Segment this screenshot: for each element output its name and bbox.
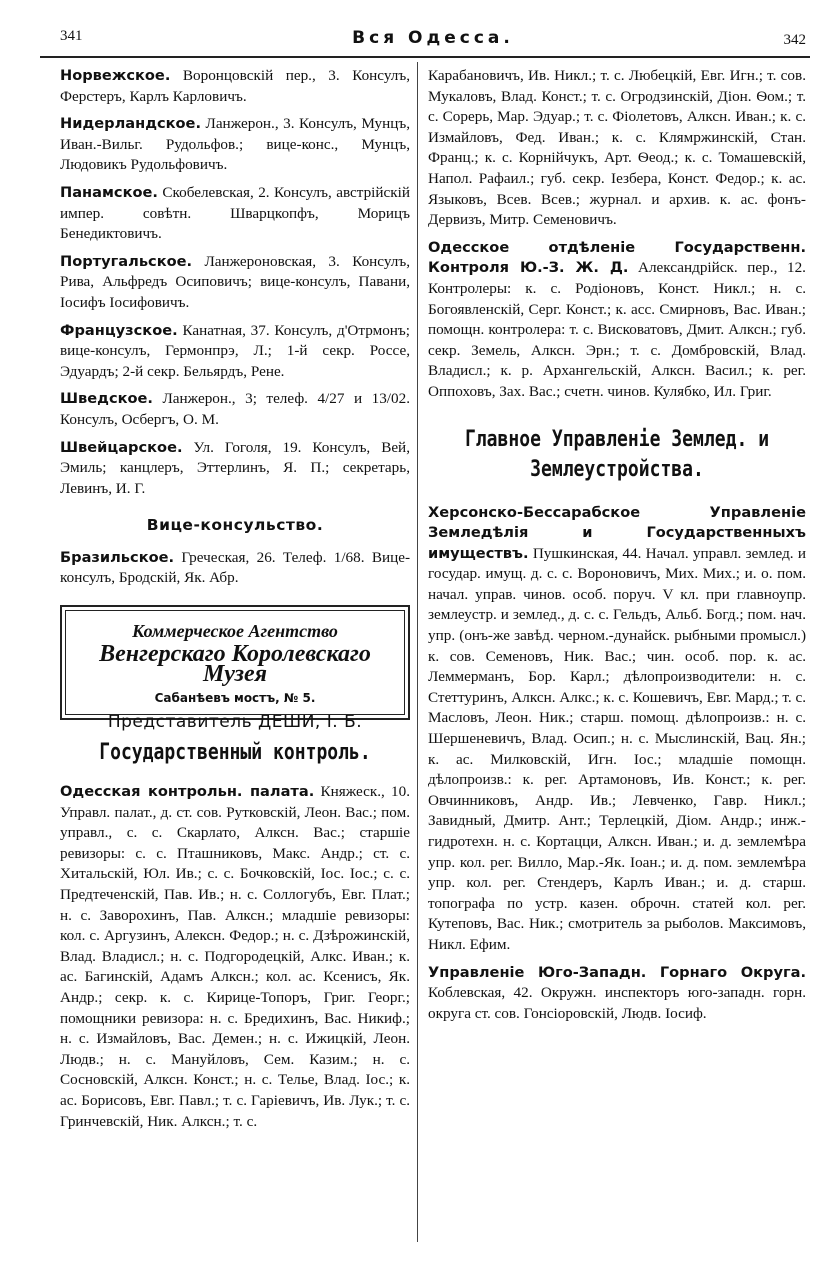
mining-district-entry: Управленіе Юго-Западн. Горнаго Округа. Коблевская, 42. Окружн. инспекторъ юго-западн. горн. округа ст. сов. Гонсіоровскій, Людв. Іосиф.: [428, 963, 806, 1022]
right-column: [428, 66, 806, 1031]
consul-entry: Швейцарское. Ул. Гоголя, 19. Консулъ, Вей, Эмиль; канцлеръ, Эттерлинъ, Я. П.; секретарь, Левинъ, И. Г.: [60, 438, 410, 497]
section-heading-agriculture: Главное Управленіе Землед. и Землеустройства.: [464, 426, 770, 482]
ad-line-museum: Венгерскаго Королевскаго Музея: [99, 640, 371, 688]
kherson-bessarabia-entry: Херсонско-Бессарабское Управленіе Земледѣлія и Государственныхъ имуществъ. Пушкинская, 44. Начал. управл. землед. и государ. имущ. д. с. с. Вороновичъ, Мих. Мих.; и. о. пом. начал. управ. чинов. особ. поруч. V кл. при главноупр. землеустр. и землед., д. с. с. Гельдъ, Альб. Богд.; пом. нач. упр. (онъ-же завѣд. черном.-дунайск. рыбными промысл.) к. сов. Семеновъ, Ник. Вас.; чин. особ. пор. к. ас. Леммерманъ, Бор. Карл.; дѣлопроизводители: н. с. Стеттуринъ, Алксн. Алкс.; к. с. Кошевичъ, Евг. Мард.; т. с. Масловъ, Леон. Ник.; старш. помощ. дѣлопроизв.: н. с. Шершеневичъ, Влад. Осип.; н. с. Мыслинскій, Вац. Ян.; к. ас. Милковскій, Игн. Іос.; младшіе помощн. дѣлопроизв.: к. рег. Артамоновъ, Ив. Конст.; к. рег. Овчинниковъ, Андр. Ив.; Левченко, Гавр. Никл.; Завидный, Дмитр. Ант.; Терлецкій, Діом. Андр.; инж.-гидротехн. н. с. Кортацци, Алксн. Иван.; и. д. землемѣра упр. кол. рег. Вилло, Мар.-Як. Іоан.; и. д. пом. землемѣра упр. кол. рег. Стендеръ, Карлъ Иван.; и. д. старш. топографа по устр. казен. оброчн. статей кол. рег. Кутеповъ, Вас. Ник.; смотритель за рыболов. Максимовъ, Никл. Ефим.: [428, 503, 806, 953]
running-title: Вся Одесса.: [352, 28, 514, 48]
column-divider: [417, 62, 418, 1242]
consul-entry: Шведское. Ланжерон., 3; телеф. 4/27 и 13/02. Консулъ, Осбергъ, О. М.: [60, 390, 410, 428]
page-number-right: 342: [783, 32, 806, 48]
header-rule: [40, 56, 810, 58]
consul-entry: Французское. Канатная, 37. Консулъ, д'Отрмонъ; вице-консулъ, Гермонпрэ, Л.; 1-й секр. Россе, Эдуардъ; 2-й секр. Бельярдъ, Рене.: [60, 321, 410, 380]
section-heading-state-control: Государственный контроль.: [99, 740, 371, 766]
vice-consulate-entry: Бразильское. Греческая, 26. Телеф. 1/68. Вице-консулъ, Бродскій, Як. Абр.: [60, 548, 410, 587]
vice-consulate-heading: Вице-консульство.: [146, 516, 324, 535]
advertisement-box: [60, 605, 410, 733]
left-column: [60, 66, 410, 1139]
consul-entry: Нидерландское. Ланжерон., 3. Консулъ, Мунцъ, Иван.-Вильг. Рудольфов.; вице-конс., Мунцъ, Людовикъ Рудольфовичъ.: [60, 115, 410, 174]
consul-entry: Панамское. Скобелевская, 2. Консулъ, австрійскій импер. совѣтн. Шварцкопфъ, Морицъ Бенедиктовичъ.: [60, 183, 410, 243]
ad-line-representative: Представитель ДЕШИ, І. Б.: [107, 712, 363, 733]
running-header: [60, 24, 806, 54]
consul-entry: Норвежское. Воронцовскій пер., 3. Консулъ, Ферстеръ, Карлъ Карловичъ.: [60, 67, 410, 105]
ad-line-agency: Коммерческое Агентство: [132, 621, 338, 642]
ad-line-address: Сабанѣевъ мостъ, № 5.: [154, 690, 316, 705]
page-number-left: 341: [60, 28, 83, 44]
control-chamber-entry: Одесская контрольн. палата. Княжеск., 10. Управл. палат., д. ст. сов. Рутковскій, Леон. Вас.; пом. управл., с. с. Скарлато, Алксн. Вас.; старшіе ревизоры: с. с. Пташниковъ, Макс. Андр.; ст. с. Хитальскій, Юл. Ив.; с. с. Бочковскій, Іос. Іос.; с. с. Предтеченскій, Пав. Ив.; н. с. Соллогубъ, Евг. Плат.; н. с. Заворохинъ, Пав. Алксн.; младшіе ревизоры: кол. с. Аргузинъ, Алексн. Федор.; н. с. Дзѣрожинскій, Влад. Владисл.; н. с. Подгородецкій, Алкс. Иван.; к. ас. Багинскій, Адамъ Алксн.; кол. ас. Ксенисъ, Як. Андр.; секр. к. с. Кирице-Топоръ, Григ. Георг.; помощники ревизора: н. с. Бредихинъ, Вас. Никиф.; н. с. Измайловъ, Вас. Демен.; н. с. Ижицкій, Леон. Людв.; н. с. Мануйловъ, Сем. Казим.; н. с. Сосновскій, Алксн. Конст.; н. с. Телье, Влад. Іос.; к. ас. Борисовъ, Евг. Павл.; т. с. Гаріевичъ, Ив. Лук.; т. с. Гринчевскій, Ник. Алксн.; т. с.: [60, 783, 410, 1130]
consul-entry: Португальское. Ланжероновская, 3. Консулъ, Рива, Альфредъ Осиповичъ; вице-консулъ, Павани, Іосифъ Іосифовичъ.: [60, 252, 410, 311]
odessa-branch-entry: Одесское отдѣленіе Государственн. Контроля Ю.-З. Ж. Д. Александрійск. пер., 12. Контролеры: к. с. Родіоновъ, Конст. Никл.; н. с. Богоявленскій, Серг. Конст.; к. асс. Смирновъ, Вас. Иван.; помощн. контролера: т. с. Висковатовъ, Дмит. Алксн.; губ. секр. Земель, Алксн. Эрн.; т. с. Домбровскій, Влад. Владисл.; к. р. Архангельскій, Алксн. Васил.; к. рег. Оппоховъ, Зах. Вас.; счетн. чинов. Кулябко, Ил. Григ.: [428, 238, 806, 400]
continued-entry: Карабановичъ, Ив. Никл.; т. с. Любецкій, Евг. Игн.; т. сов. Мукаловъ, Влад. Конст.; т. с. Огродзинскій, Діон. Ѳом.; т. с. Сорерь, Мар. Эдуар.; т. с. Фіолетовъ, Алксн. Иван.; к. с. Измайловъ, Фед. Иван.; к. с. Клямржинскій, Стан. Франц.; к. с. Корнійчукъ, Арт. Ѳеод.; к. с. Томашевскій, Напол. Рафаил.; губ. секр. Іезбера, Конст. Федор.; к. ас. Языковъ, Всев. Всев.; журнал. и архив. к. ас. фонъ-Дервизъ, Митр. Семеновичъ.: [428, 67, 806, 229]
